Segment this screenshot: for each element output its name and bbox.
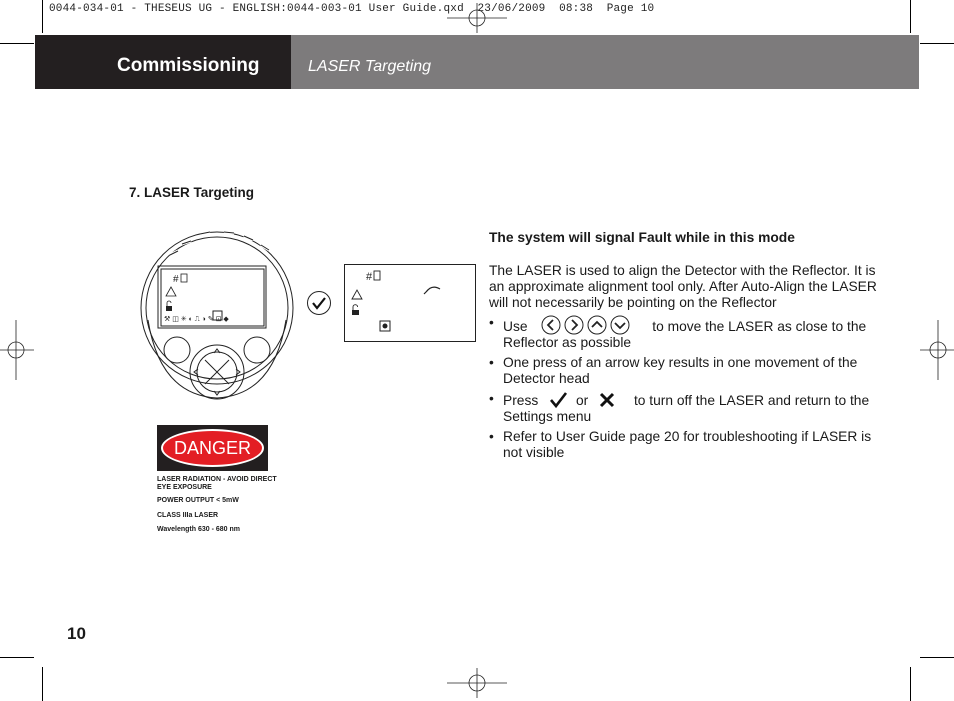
power-output: POWER OUTPUT < 5mW [157,497,239,504]
danger-badge: DANGER [161,429,264,467]
fault-note: The system will signal Fault while in this mode [489,230,795,245]
arrow-left-icon [541,315,561,335]
lcd-screen-detail [344,264,476,342]
use-label: Use [503,319,528,334]
tick-icon [548,391,568,409]
arrow-up-icon [587,315,607,335]
laser-class: CLASS IIIa LASER [157,512,219,519]
confirm-key-group [548,391,568,409]
list-item [489,315,894,351]
svg-text:#: # [366,271,373,283]
section-heading: 7. LASER Targeting [129,185,255,200]
arrow-right-icon [564,315,584,335]
page-number: 10 [67,624,86,643]
svg-text:#: # [173,274,179,285]
or-label: or [575,393,589,408]
detector-illustration [140,220,305,410]
danger-label [157,425,268,471]
intro-paragraph: The LASER is used to align the Detector with the Reflector. It is an approximate alignment tool only. After Auto-Align the LASER will not necessarily be pointing on the Reflector [489,263,877,310]
print-slug-line: 0044-034-01 - THESEUS UG - ENGLISH:0044-003-01 User Guide.qxd 23/06/2009 08:38 Page 10 [49,3,655,15]
press-description: to turn off the LASER and return to the Settings menu [503,393,870,424]
cross-icon [598,391,616,409]
list-item: • One press of an arrow key results in one movement of the Detector head [489,355,894,387]
cancel-key-group [598,391,616,409]
arrow-down-icon [610,315,630,335]
use-description: to move the LASER as close to the Reflector as possible [503,319,867,350]
page-subtitle: LASER Targeting [308,58,432,75]
instruction-list [489,315,894,461]
instructions-column [489,230,894,465]
svg-text:⚒ ◫ ✳ ◐ ⎍ ◑ ✎ ⊡ ◆: ⚒ ◫ ✳ ◐ ⎍ ◑ ✎ ⊡ ◆ [164,316,229,323]
list-item: • Refer to User Guide page 20 for troubleshooting if LASER is not visible [489,429,894,461]
list-item [489,391,894,425]
wavelength: Wavelength 630 - 680 nm [157,526,240,533]
press-label: Press [503,393,539,408]
laser-warning: LASER RADIATION - AVOID DIRECT EYE EXPOSURE [157,476,277,491]
page-title: Commissioning [117,55,260,76]
tick-key-icon [306,290,332,316]
arrow-keys-group [541,315,630,335]
